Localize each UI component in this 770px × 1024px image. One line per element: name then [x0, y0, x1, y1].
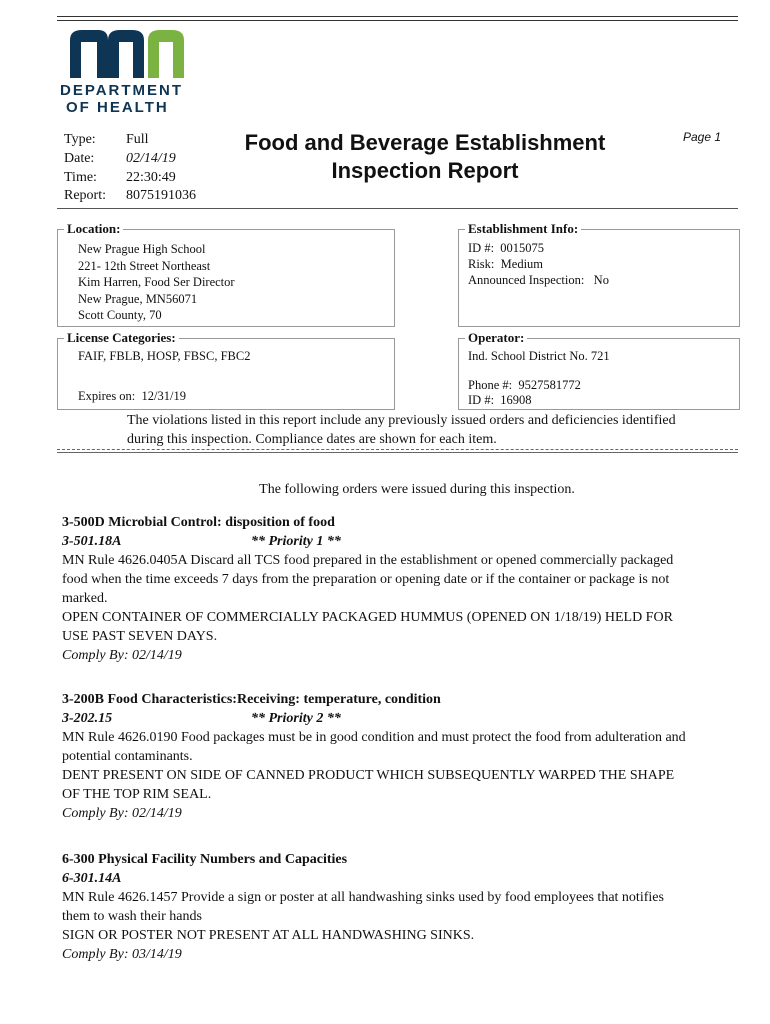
operator-name: Ind. School District No. 721: [468, 349, 610, 363]
meta-date-row: [64, 150, 176, 168]
type-label: Type:: [64, 132, 96, 147]
notice-line2: during this inspection. Compliance dates are shown for each item.: [127, 432, 497, 447]
meta-type-row: [64, 131, 149, 149]
operator-box: [458, 330, 740, 410]
violation-item: [62, 513, 752, 665]
location-line: Scott County, 70: [78, 308, 162, 322]
type-value: Full: [126, 132, 149, 147]
violations-notice: [127, 411, 737, 449]
operator-phone-label: Phone #:: [468, 378, 513, 392]
establishment-id-value: 0015075: [500, 241, 545, 255]
report-title: [215, 129, 635, 185]
establishment-id-row: [468, 240, 544, 256]
meta-report-row: [64, 187, 196, 205]
violation-item: [62, 850, 752, 964]
violation-rule-line: MN Rule 4626.0190 Food packages must be in good condition and must protect the food from adulteration and: [62, 730, 686, 745]
violation-priority: ** Priority 1 **: [251, 534, 341, 549]
top-rule: [57, 16, 738, 17]
announced-row: [468, 272, 609, 288]
violation-rule-line: food when the time exceeds 7 days from the preparation or opening date or if the container or package is not: [62, 572, 670, 587]
license-box: [57, 330, 395, 410]
violation-rule-line: marked.: [62, 591, 108, 606]
report-value: 8075191036: [126, 188, 196, 203]
page-number: Page 1: [683, 130, 722, 144]
violation-subcode: 3-501.18A: [62, 534, 122, 549]
violation-subcode-row: [62, 869, 752, 888]
location-line: Kim Harren, Food Ser Director: [78, 275, 235, 289]
violation-priority: ** Priority 2 **: [251, 711, 341, 726]
violation-finding-line: USE PAST SEVEN DAYS.: [62, 629, 218, 644]
violation-finding-line: OF THE TOP RIM SEAL.: [62, 787, 212, 802]
violation-subcode-row: [62, 709, 752, 728]
location-line: New Prague High School: [78, 242, 206, 256]
operator-phone-row: [468, 377, 581, 393]
violation-finding-line: DENT PRESENT ON SIDE OF CANNED PRODUCT WHICH SUBSEQUENTLY WARPED THE SHAPE: [62, 768, 675, 783]
time-value: 22:30:49: [126, 170, 176, 185]
time-label: Time:: [64, 170, 97, 185]
logo-department-text: DEPARTMENT: [60, 82, 184, 99]
notice-line1: The violations listed in this report include any previously issued orders and deficiencies identified: [127, 413, 676, 428]
violation-subcode: 6-301.14A: [62, 871, 122, 886]
violation-rule-line: them to wash their hands: [62, 909, 202, 924]
header-divider: [57, 208, 738, 209]
establishment-heading: Establishment Info:: [465, 221, 581, 237]
location-line: New Prague, MN56071: [78, 292, 198, 306]
risk-label: Risk:: [468, 257, 495, 271]
location-box: [57, 221, 395, 327]
establishment-box: [458, 221, 740, 327]
expires-label: Expires on:: [78, 389, 136, 403]
announced-value: No: [593, 273, 609, 287]
location-line: 221- 12th Street Northeast: [78, 259, 211, 273]
mn-logo-mark: [68, 28, 186, 80]
violation-subcode-row: [62, 532, 752, 551]
mn-department-of-health-logo: [60, 28, 186, 118]
operator-id-row: [468, 392, 532, 408]
notice-divider-dashed: [57, 449, 738, 450]
expires-row: [78, 388, 186, 404]
operator-id-label: ID #:: [468, 393, 495, 407]
violation-rule-line: MN Rule 4626.0405A Discard all TCS food prepared in the establishment or opened commercially packaged: [62, 553, 674, 568]
risk-value: Medium: [500, 257, 544, 271]
license-categories: FAIF, FBLB, HOSP, FBSC, FBC2: [78, 349, 251, 363]
operator-phone-value: 9527581772: [518, 378, 581, 392]
notice-divider: [57, 452, 738, 453]
report-title-line1: Food and Beverage Establishment: [244, 130, 606, 155]
expires-value: 12/31/19: [141, 389, 186, 403]
violation-code: 3-500D Microbial Control: disposition of food: [62, 515, 335, 530]
violation-item: [62, 690, 752, 823]
violation-comply-by: Comply By: 02/14/19: [62, 648, 182, 663]
violation-comply-by: Comply By: 02/14/19: [62, 806, 182, 821]
operator-heading: Operator:: [465, 330, 527, 346]
orders-intro: The following orders were issued during this inspection.: [259, 482, 575, 497]
risk-row: [468, 256, 543, 272]
violation-subcode: 3-202.15: [62, 711, 113, 726]
violation-rule-line: MN Rule 4626.1457 Provide a sign or poster at all handwashing sinks used by food employees that notifies: [62, 890, 664, 905]
violation-finding-line: OPEN CONTAINER OF COMMERCIALLY PACKAGED HUMMUS (OPENED ON 1/18/19) HELD FOR: [62, 610, 673, 625]
date-value: 02/14/19: [126, 151, 176, 166]
report-label: Report:: [64, 188, 106, 203]
violation-code: 3-200B Food Characteristics:Receiving: temperature, condition: [62, 692, 441, 707]
license-heading: License Categories:: [64, 330, 179, 346]
date-label: Date:: [64, 151, 95, 166]
top-rule-2: [57, 20, 738, 21]
violation-comply-by: Comply By: 03/14/19: [62, 947, 182, 962]
logo-of-health-text: OF HEALTH: [66, 99, 169, 116]
report-title-line2: Inspection Report: [331, 158, 519, 183]
operator-id-value: 16908: [500, 393, 532, 407]
violation-rule-line: potential contaminants.: [62, 749, 193, 764]
violation-code: 6-300 Physical Facility Numbers and Capacities: [62, 852, 348, 867]
establishment-id-label: ID #:: [468, 241, 495, 255]
location-heading: Location:: [64, 221, 123, 237]
meta-time-row: [64, 169, 176, 187]
violation-finding-line: SIGN OR POSTER NOT PRESENT AT ALL HANDWASHING SINKS.: [62, 928, 475, 943]
announced-label: Announced Inspection:: [468, 273, 585, 287]
